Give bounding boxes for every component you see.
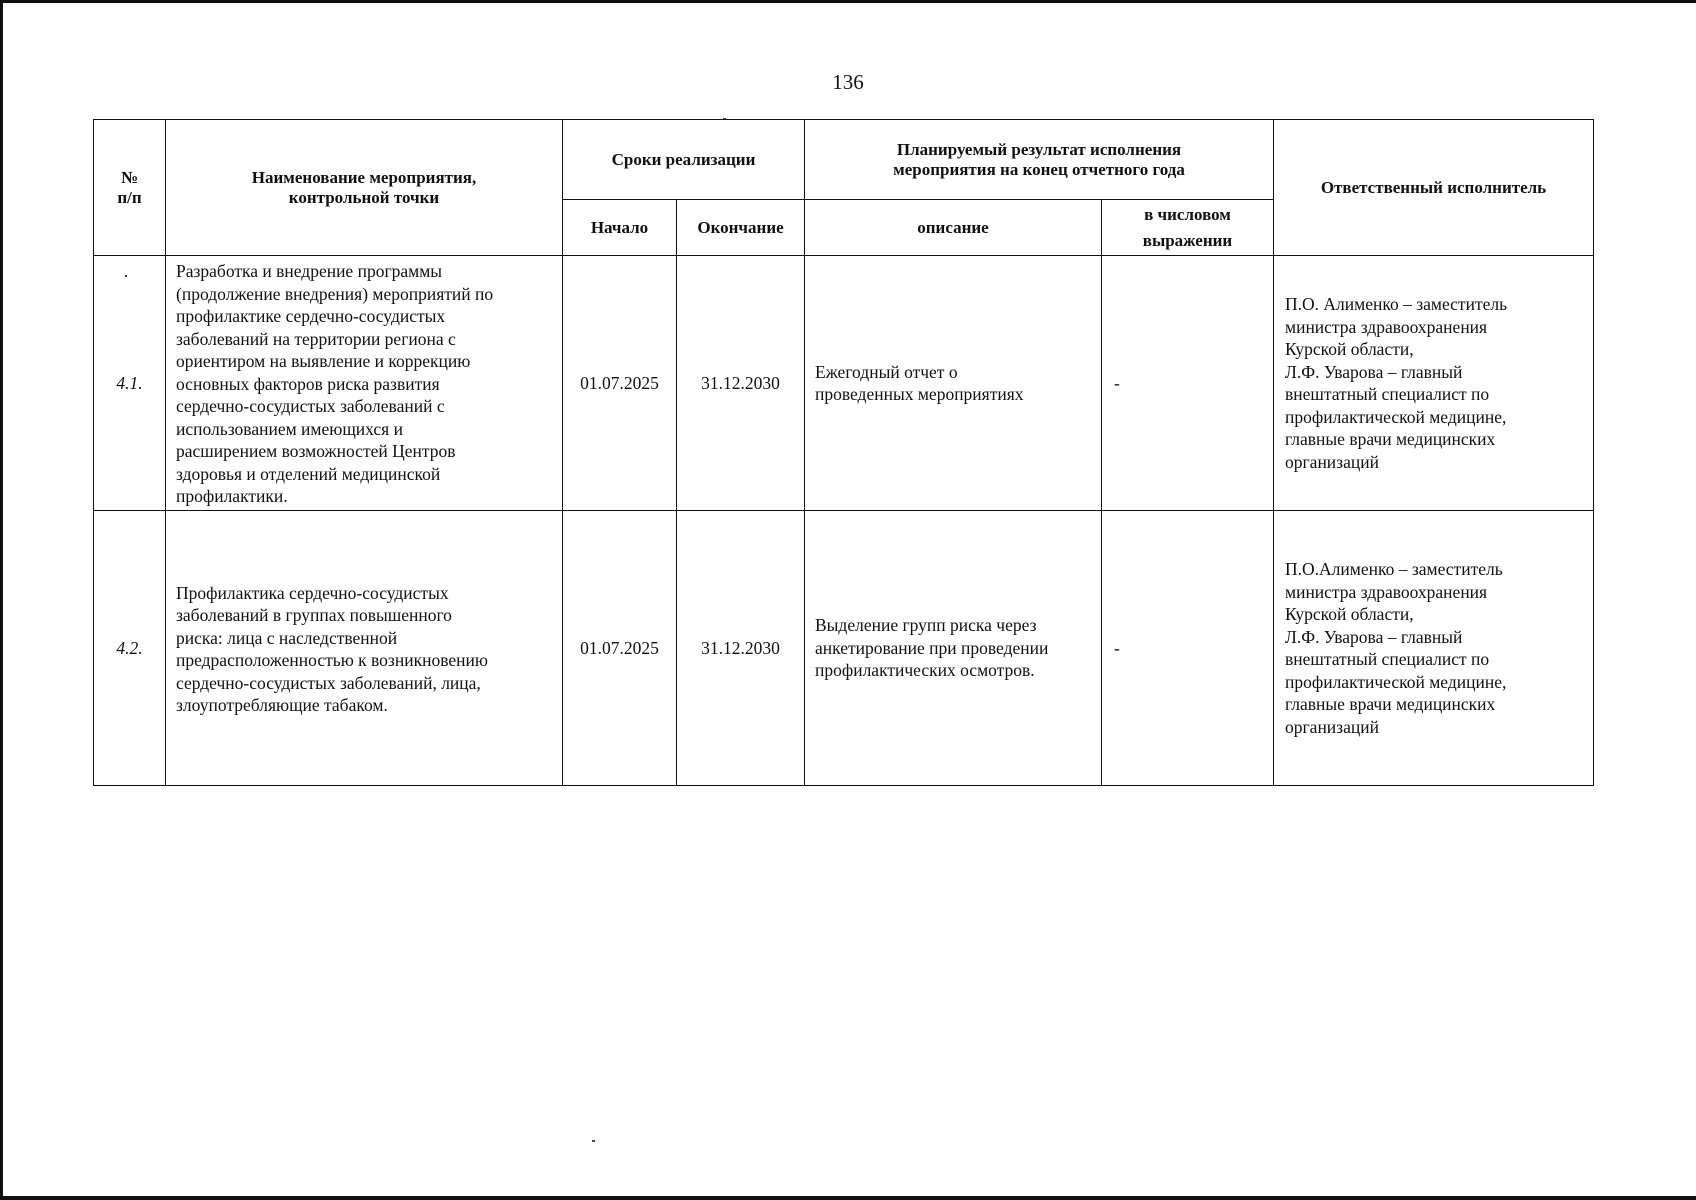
row-description: Выделение групп риска через анкетирование при проведении профилактических осмотров. [805, 511, 1102, 786]
measures-table [93, 119, 1594, 786]
header-numeric: в числовом выражении [1102, 200, 1274, 256]
row-name: Профилактика сердечно-сосудистых заболеваний в группах повышенного риска: лица с наследственной предрасположенностью к возникновению сердечно-сосудистых заболеваний, лица, злоупотребляющие табаком. [166, 511, 563, 786]
row-responsible: П.О. Алименко – заместитель министра здравоохранения Курской области, Л.Ф. Уварова – главный внештатный специалист по профилактической медицине, главные врачи медицинских организаций [1274, 256, 1594, 511]
header-result: Планируемый результат исполнения мероприятия на конец отчетного года [805, 120, 1274, 200]
row-end-date: 31.12.2030 [677, 256, 805, 511]
header-num: № п/п [94, 120, 166, 256]
header-name: Наименование мероприятия, контрольной точки [166, 120, 563, 256]
page-number: 136 [832, 70, 864, 94]
header-start: Начало [563, 200, 677, 256]
header-terms: Сроки реализации [563, 120, 805, 200]
row-number: 4.1. [94, 256, 166, 511]
scan-speck [592, 1140, 595, 1142]
scan-border-bottom [0, 1196, 1696, 1200]
table-row [94, 511, 1594, 786]
table-row [94, 256, 1594, 511]
header-end: Окончание [677, 200, 805, 256]
row-numeric-value: - [1102, 256, 1274, 511]
row-numeric-value: - [1102, 511, 1274, 786]
row-description: Ежегодный отчет о проведенных мероприятиях [805, 256, 1102, 511]
row-number: 4.2. [94, 511, 166, 786]
row-responsible: П.О.Алименко – заместитель министра здравоохранения Курской области, Л.Ф. Уварова – главный внештатный специалист по профилактической медицине, главные врачи медицинских организаций [1274, 511, 1594, 786]
row-name: Разработка и внедрение программы (продолжение внедрения) мероприятий по профилактике сердечно-сосудистых заболеваний на территории региона с ориентиром на выявление и коррекцию основных факторов риска развития сердечно-сосудистых заболеваний с использованием имеющихся и расширением возможностей Центров здоровья и отделений медицинской профилактики. [166, 256, 563, 511]
header-row-1 [94, 120, 1594, 200]
scan-border-left [0, 0, 3, 1200]
header-responsible: Ответственный исполнитель [1274, 120, 1594, 256]
scan-border-top [0, 0, 1696, 3]
header-description: описание [805, 200, 1102, 256]
row-start-date: 01.07.2025 [563, 511, 677, 786]
row-end-date: 31.12.2030 [677, 511, 805, 786]
row-start-date: 01.07.2025 [563, 256, 677, 511]
